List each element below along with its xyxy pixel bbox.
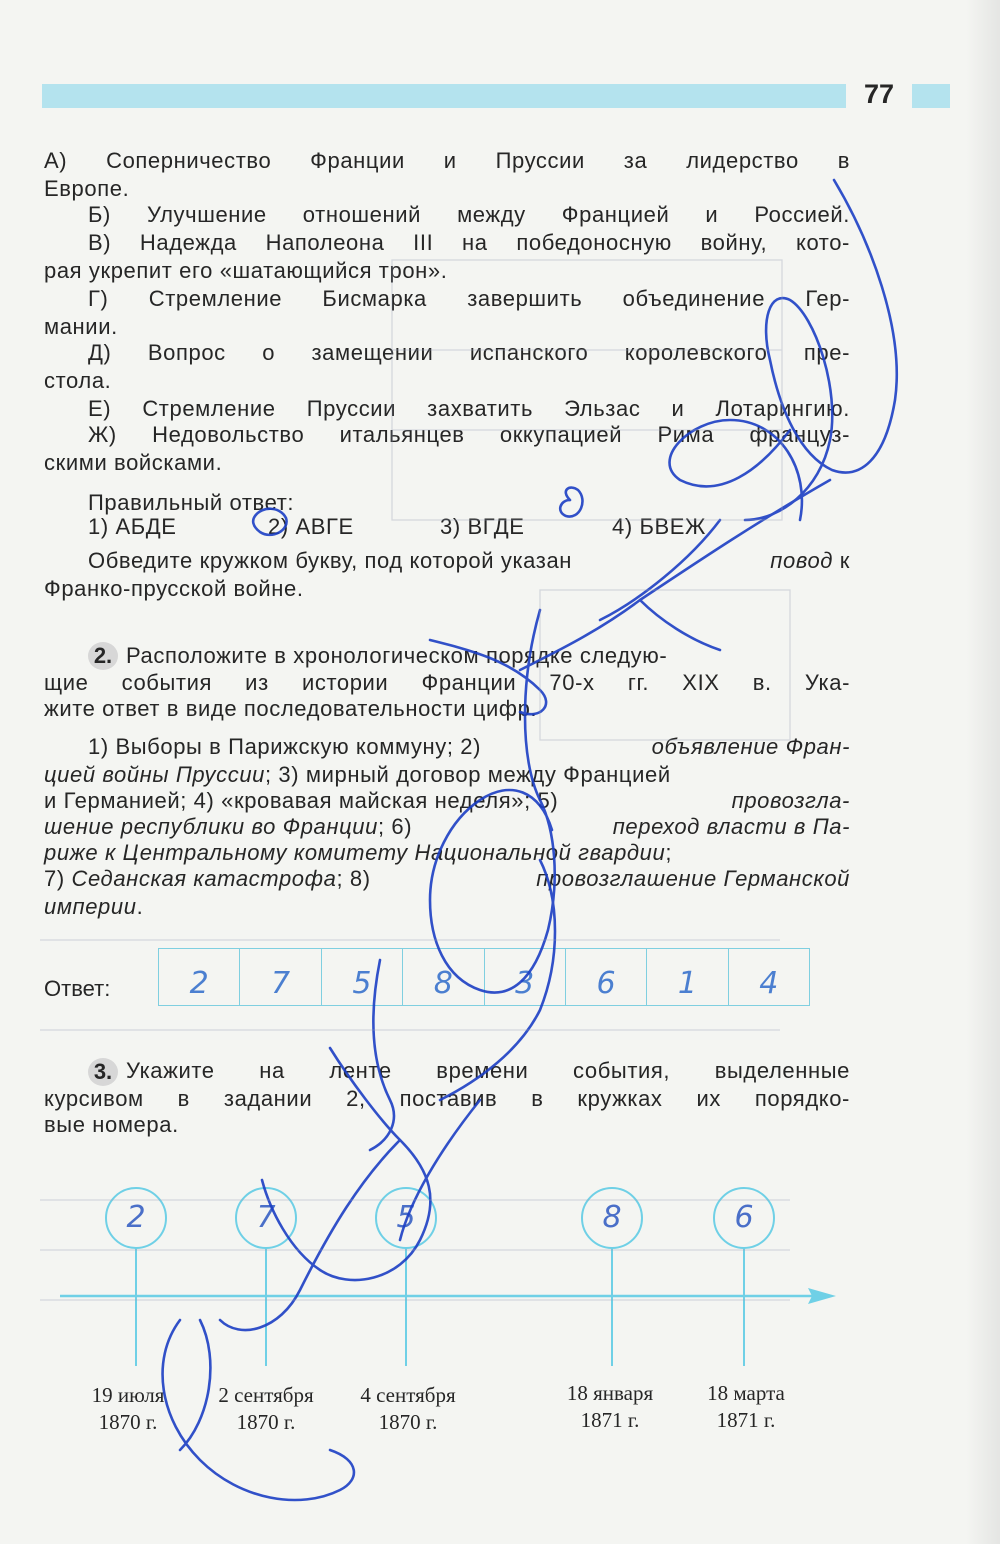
events-text: 7) [44,866,65,891]
events-italic: объявление Фран- [651,734,850,759]
answer-grid [158,948,810,1006]
timeline-date [540,1380,680,1434]
header-band [42,84,950,108]
timeline-date [196,1382,336,1436]
page-number: 77 [846,74,912,114]
timeline-number[interactable]: 8 [602,1200,622,1235]
instruction-line-2: Франко-прусской войне. [44,576,304,601]
events-italic: шение республики во Франции [44,814,378,839]
text-line: Д) Вопрос о замещении испанского королевского пре- [88,340,850,365]
correct-answer-label: Правильный ответ: [88,490,295,515]
task2-prompt-line: щие события из истории Франции 70-х гг. XIX в. Ука- [44,670,850,695]
answer-cell[interactable]: 2 [159,949,240,1005]
date-line: 1870 г. [378,1410,438,1434]
events-line [44,788,850,814]
timeline-number[interactable]: 6 [734,1200,754,1235]
events-text: и Германией; 4) «кровавая майская неделя»; 5) [44,788,559,813]
date-line: 4 сентября [360,1383,456,1407]
text-line: Ж) Недовольство итальянцев оккупацией Рима француз- [88,422,850,447]
text-line: стола. [44,368,112,393]
events-italic: цией войны Пруссии [44,762,265,787]
instruction-line [44,548,850,574]
answer-option-3[interactable]: 3) ВГДЕ [440,514,525,539]
events-italic: Седанская катастрофа [71,866,337,891]
task3-header [44,1058,850,1086]
timeline-number[interactable]: 5 [396,1200,416,1235]
events-italic: переход власти в Па- [612,814,850,839]
timeline-date [676,1380,816,1434]
date-line: 1871 г. [580,1408,640,1432]
text-line: А) Соперничество Франции и Пруссии за лидерство в [44,148,850,173]
task-number-badge: 2. [88,642,118,670]
task2-prompt-line: Расположите в хронологическом порядке следую- [126,643,668,668]
answer-option-4[interactable]: 4) БВЕЖ [612,514,706,539]
date-line: 2 сентября [218,1383,314,1407]
date-line: 18 января [566,1381,654,1405]
events-italic: провозглашение Германской [536,866,850,891]
events-text: . [136,894,144,919]
events-text: 1) Выборы в Парижскую коммуну; 2) [88,734,482,759]
instruction-text: Обведите кружком букву, под которой указан [88,548,573,573]
events-line [44,762,850,788]
date-line: 1870 г. [236,1410,296,1434]
task2-header [44,642,850,670]
task3-prompt-line: курсивом в задании 2, поставив в кружках их порядко- [44,1086,850,1111]
answer-option-2[interactable]: 2) АВГЕ [268,514,354,539]
task3-prompt-line: вые номера. [44,1112,179,1137]
task3-prompt-line: Укажите на ленте времени события, выделенные [126,1058,850,1083]
timeline-date [338,1382,478,1436]
events-text: ; 8) [336,866,371,891]
text-line: Европе. [44,176,130,201]
timeline-number[interactable]: 2 [126,1200,146,1235]
events-italic: империи [44,894,137,919]
text-line: Б) Улучшение отношений между Францией и Россией. [88,202,850,227]
text-line: мании. [44,314,118,339]
timeline-date [58,1382,198,1436]
events-italic: риже к Центральному комитету Национальной гвардии [44,840,666,865]
answer-cell[interactable]: 1 [647,949,728,1005]
text-line: Г) Стремление Бисмарка завершить объединение Гер- [88,286,850,311]
answer-cell[interactable]: 4 [759,966,779,1001]
answer-cell[interactable]: 7 [240,949,321,1005]
text-line: скими войсками. [44,450,223,475]
answer-cell[interactable]: 6 [566,949,647,1005]
date-line: 1871 г. [716,1408,776,1432]
events-line [44,894,850,920]
task2-prompt-line: жите ответ в виде последовательности цифр. [44,696,538,721]
instruction-end: к [839,548,850,573]
answer-cell[interactable]: 8 [403,949,484,1005]
events-line [44,866,850,892]
events-text: ; 6) [377,814,413,839]
events-text: ; [665,840,673,865]
date-line: 1870 г. [98,1410,158,1434]
answer-cell[interactable]: 3 [485,949,566,1005]
events-italic: провозгла- [731,788,850,813]
text-line: Е) Стремление Пруссии захватить Эльзас и Лотарингию. [88,396,850,421]
answer-cell[interactable]: 5 [322,949,403,1005]
timeline-arrow [808,1288,836,1304]
events-line [44,814,850,840]
events-line [44,840,850,866]
events-line [44,734,850,760]
text-line: рая укрепит его «шатающийся трон». [44,258,448,283]
events-text: ; 3) мирный договор между Францией [265,762,671,787]
instruction-italic: повод [770,548,834,573]
date-line: 18 марта [707,1381,785,1405]
answer-label: Ответ: [44,976,111,1001]
text-line: В) Надежда Наполеона III на победоносную войну, кото- [88,230,850,255]
date-line: 19 июля [91,1383,165,1407]
task-number-badge: 3. [88,1058,118,1086]
answer-option-1[interactable]: 1) АБДЕ [88,514,177,539]
timeline-number[interactable]: 7 [256,1200,276,1235]
